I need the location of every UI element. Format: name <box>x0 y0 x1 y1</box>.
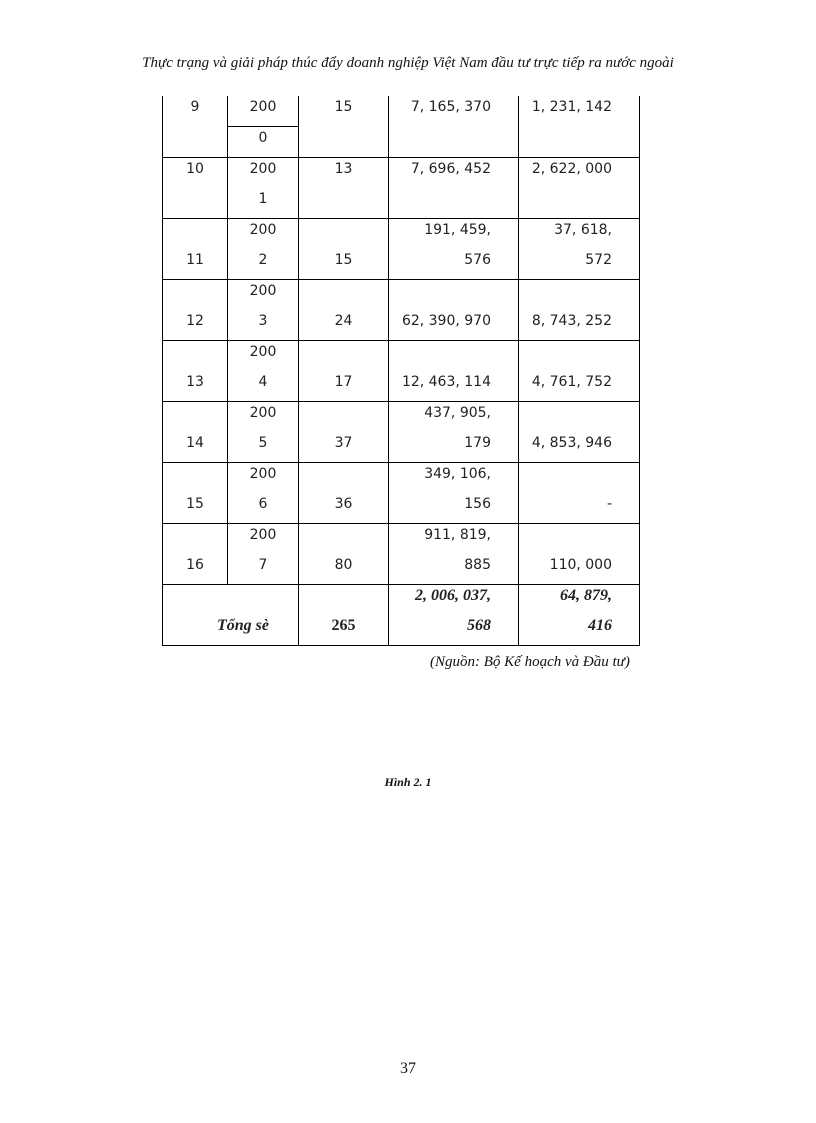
year-cell: 200 <box>228 96 299 127</box>
table-row <box>163 463 640 524</box>
capital-cell: 7, 696, 452 <box>389 158 519 219</box>
row-number-cell: 9 <box>163 96 228 158</box>
projects-cell: 36 <box>299 463 389 524</box>
table-row <box>163 341 640 402</box>
row-number-cell: 15 <box>163 463 228 524</box>
table-row <box>163 280 640 341</box>
table-row <box>163 219 640 280</box>
row-number-cell: 14 <box>163 402 228 463</box>
implemented-cell: 1, 231, 142 <box>519 96 640 158</box>
capital-cell: 191, 459, 576 <box>389 219 519 280</box>
implemented-cell: 4, 761, 752 <box>519 341 640 402</box>
year-cell: 200 5 <box>228 402 299 463</box>
implemented-cell: 110, 000 <box>519 524 640 585</box>
row-number-cell: 12 <box>163 280 228 341</box>
capital-cell: 437, 905, 179 <box>389 402 519 463</box>
projects-cell: 15 <box>299 96 389 158</box>
table-row <box>163 96 640 127</box>
total-capital-cell: 2, 006, 037, 568 <box>389 585 519 646</box>
total-implemented-cell: 64, 879, 416 <box>519 585 640 646</box>
row-number-cell: 13 <box>163 341 228 402</box>
table-row <box>163 524 640 585</box>
fdi-table <box>162 96 640 646</box>
projects-cell: 80 <box>299 524 389 585</box>
implemented-cell: 37, 618, 572 <box>519 219 640 280</box>
year-cell: 200 7 <box>228 524 299 585</box>
capital-cell: 62, 390, 970 <box>389 280 519 341</box>
implemented-cell: 8, 743, 252 <box>519 280 640 341</box>
year-cell: 0 <box>228 127 299 158</box>
running-header: Thực trạng và giải pháp thúc đẩy doanh nghiệp Việt Nam đầu tư trực tiếp ra nước ngoài <box>142 55 674 71</box>
year-cell: 200 2 <box>228 219 299 280</box>
projects-cell: 37 <box>299 402 389 463</box>
source-note: (Nguồn: Bộ Kế hoạch và Đầu tư) <box>430 654 630 670</box>
total-row <box>163 585 640 646</box>
row-number-cell: 16 <box>163 524 228 585</box>
projects-cell: 17 <box>299 341 389 402</box>
page-number: 37 <box>400 1060 416 1077</box>
capital-cell: 7, 165, 370 <box>389 96 519 158</box>
year-cell: 200 6 <box>228 463 299 524</box>
implemented-cell: 2, 622, 000 <box>519 158 640 219</box>
table-row <box>163 158 640 219</box>
implemented-cell: - <box>519 463 640 524</box>
implemented-cell: 4, 853, 946 <box>519 402 640 463</box>
capital-cell: 349, 106, 156 <box>389 463 519 524</box>
capital-cell: 911, 819, 885 <box>389 524 519 585</box>
year-cell: 200 3 <box>228 280 299 341</box>
row-number-cell: 11 <box>163 219 228 280</box>
projects-cell: 13 <box>299 158 389 219</box>
year-cell: 200 1 <box>228 158 299 219</box>
table-row <box>163 402 640 463</box>
total-label-cell: Tổng sè <box>163 585 299 646</box>
row-number-cell: 10 <box>163 158 228 219</box>
year-cell: 200 4 <box>228 341 299 402</box>
capital-cell: 12, 463, 114 <box>389 341 519 402</box>
figure-caption: Hình 2. 1 <box>384 775 432 789</box>
projects-cell: 24 <box>299 280 389 341</box>
projects-cell: 15 <box>299 219 389 280</box>
total-projects-cell: 265 <box>299 585 389 646</box>
